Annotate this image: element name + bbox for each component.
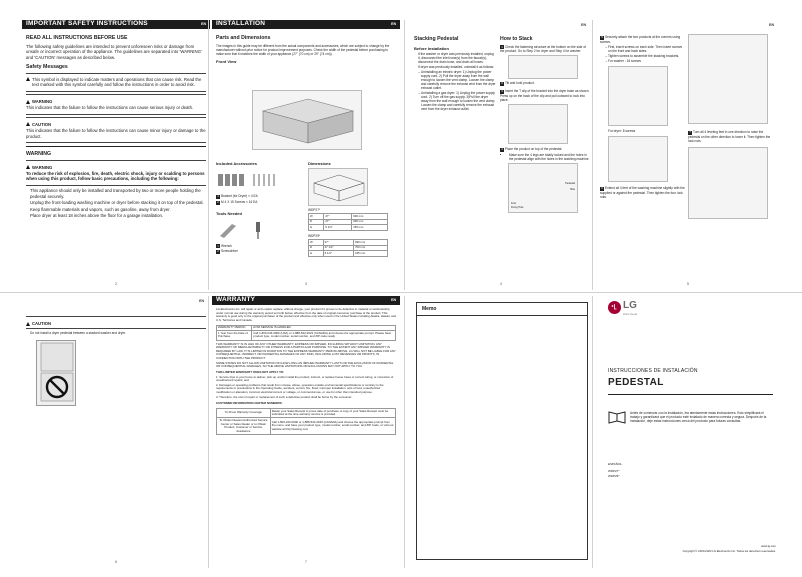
read-all-heading: READ ALL INSTRUCTIONS BEFORE USE bbox=[26, 35, 128, 41]
warning-triangle-icon bbox=[26, 100, 30, 104]
table-row: To Prove Warranty Coverage Retain your Sales Receipt to prove date of purchase. A copy of your Sales Receipt must be submitted at the time warranty service is provided. bbox=[217, 408, 396, 417]
step-4-image: Pedestal Hole Foot Fixing Hole bbox=[508, 163, 578, 213]
lang-code: EN bbox=[391, 298, 396, 303]
dimensions-table bbox=[308, 213, 388, 231]
list-item: – Uninstalling an electric dryer: 1) Unplug the power supply cord. 2) Pull the dryer away from the wall enough to loosen the vent clamp. Loosen the clamp and carefully remove the exhaust vent from the dryer exhaust outlet. bbox=[421, 70, 496, 90]
tool-item: 2 Screwdriver bbox=[217, 249, 238, 254]
warning-text: This indicates that the failure to follow the instructions can cause serious injury or death. bbox=[26, 105, 194, 111]
lang-code: EN bbox=[769, 23, 774, 27]
list-item: • Unplug the front-loading washing machine or dryer before stacking it on top of the pedestal. bbox=[30, 200, 206, 206]
step-2: 2 Tilt and hold product. bbox=[501, 81, 535, 86]
how-to-stack-heading: How to Stack bbox=[500, 36, 533, 42]
tools-image bbox=[216, 217, 306, 243]
step-1: 1 Check the fastening structure at the bottom on the side of the product. Go to Step 2 for dryer and Step 4 for washer. bbox=[500, 44, 586, 54]
table-row: W 27" 690 mm bbox=[309, 214, 388, 220]
list-item: 1. Service trips to your home to deliver, pick up, and/or install the product, instruct, or replace house fuses or correct wiring, or correction of unauthorized repairs; and bbox=[216, 374, 394, 383]
book-icon bbox=[608, 410, 626, 424]
warning-label: WARNING bbox=[32, 98, 53, 104]
caution-triangle-icon bbox=[26, 122, 30, 126]
accessory-item: 2 M 4 X 15 Screws × 16 EA bbox=[217, 199, 258, 204]
model-item: WDP29* bbox=[608, 473, 620, 478]
cic-table bbox=[216, 408, 396, 435]
page-caution bbox=[22, 296, 210, 568]
page-memo bbox=[410, 296, 592, 568]
warranty-disclaimer: THIS WARRANTY IS IN LIEU OF ANY OTHER WARRANTY, EXPRESS OR IMPLIED, INCLUDING WITHOUT LIMITATION, ANY WARRANTY OF MERCHANTABILITY OR FITNESS FOR A PARTICULAR PURPOSE. TO THE EXTENT ANY IMPLIED WARRANTY IS REQUIRED BY LAW, IT IS LIMITED IN DURATION TO THE EXPRESS WARRANTY PERIOD ABOVE. LG WILL NOT BE LIABLE FOR ANY CONSEQUENTIAL, INDIRECT, OR INCIDENTAL DAMAGES OF ANY KIND, INCLUDING LOST REVENUES OR PROFITS, IN CONNECTION WITH THE PRODUCT. bbox=[216, 341, 396, 361]
step-3: 3 Insert the T clip of the bracket into the dryer base as shown. Press up on the back of the clip and pull outward to lock into place. bbox=[500, 89, 590, 102]
section-header bbox=[22, 20, 210, 29]
table-row: H 6 1/4" 155 mm bbox=[309, 251, 388, 257]
page-safety-instructions bbox=[22, 20, 210, 290]
list-item: 2. Damages or operating problems that result from misuse, abuse, operation outside environmental specifications or contrary to the requirements or precautions in the Operating Guide, accident, vermin, fire, flood, improper installation, acts of God, unauthorized modification or alteration, incorrect electrical current or voltage, or commercial use, or use for other than intended purpose. bbox=[216, 382, 384, 395]
page-number: 5 bbox=[687, 281, 689, 286]
step-3-image bbox=[508, 104, 568, 144]
parts-heading: Parts and Dimensions bbox=[216, 35, 271, 41]
table-row: W 27" 690 mm bbox=[309, 240, 388, 246]
page-number: 6 bbox=[115, 559, 117, 564]
not-apply-heading: THIS LIMITED WARRANTY DOES NOT APPLY TO: bbox=[216, 369, 285, 374]
list-item: 3. Therefore, the cost of repair or replacement of such a defective product shall be borne by the consumer. bbox=[216, 394, 353, 399]
warning-bullet-list bbox=[26, 188, 206, 219]
header-title: INSTALLATION bbox=[216, 20, 266, 28]
tools-needed-heading: Tools Needed bbox=[216, 210, 242, 216]
included-accessories-heading: Included Accessories bbox=[216, 161, 257, 166]
language-label: ESPAÑOL bbox=[608, 462, 622, 466]
list-item: • Keep flammable materials and vapors, such as gasoline, away from dryer. bbox=[30, 207, 206, 213]
lang-code: EN bbox=[581, 23, 586, 27]
page-installation bbox=[212, 20, 400, 290]
warning-box bbox=[26, 160, 206, 186]
warranty-intro: LG Electronics Inc. will repair or at its option replace, without charge, your product if it proves to be defective in material or workmanship under normal use during the warranty period set forth below, effective from the date of original consumer purchase of the product. This warranty is good only to the original purchaser of the product and effective only when used in the United States including Alaska, Hawaii, and U.S. Territories and Canada. bbox=[216, 307, 396, 322]
table-row: H 6 1/4" 155 mm bbox=[309, 225, 388, 231]
warranty-state-note: SOME STATES DO NOT ALLOW LIMITATION ON HOW LONG AN IMPLIED WARRANTY LASTS OR THE EXCLUSION OF INCIDENTAL OR CONSEQUENTIAL DAMAGES, SO THE ABOVE LIMITATIONS OR EXCLUSIONS MAY NOT APPLY TO YOU. bbox=[216, 360, 394, 369]
warning-box-text: To reduce the risk of explosion, fire, death, electric shock, injury or scalding to persons when using this product, follow basic precautions, including the following: bbox=[26, 170, 205, 182]
step-7-image bbox=[688, 147, 768, 219]
step-5-notes: – First, insert screws on each side. Then insert screws on the front and back sides. – Tighten screws to assemble the stacking brackets. – For washer : 16 screws bbox=[600, 45, 686, 63]
copyright: Copyright © 2020-2022 LG Electronics Inc. Todos los derechos reservados. bbox=[682, 548, 776, 553]
page-number: 7 bbox=[305, 559, 307, 564]
uninstall-list bbox=[414, 70, 496, 111]
cover-notice: Antes de comenzar con la instalación, lea atentamente estas instrucciones. Esto simplificará el trabajo y garantizará que el producto esté instalado de manera correcta y segura. Después de la instalación, deje estas instrucciones cerca del producto para futuras consultas. bbox=[630, 411, 767, 423]
list-item: • Do not install a dryer pedestal between a stacked washer and dryer. bbox=[30, 331, 206, 335]
dryer-note: For dryer: 8 screws bbox=[608, 128, 636, 133]
do-not-stack-image bbox=[36, 340, 76, 406]
front-view-label: Front View bbox=[216, 58, 237, 64]
pedestal-front-view-image bbox=[252, 90, 362, 150]
logo-text: LG bbox=[623, 300, 637, 311]
list-item: • If dryer was previously installed, uninstall it as follows: bbox=[418, 65, 496, 69]
cover-subtitle: INSTRUCCIONES DE INSTALACIÓN bbox=[608, 368, 698, 374]
table-row: 1 Year from the Date of Purchase Call 1-800-243-0000 (USA) or 1-888-542-2623 (CANADA) and choose the appropriate prompt. Please have product type, model number, serial number, and ZIP code ready. bbox=[217, 331, 396, 340]
table-header-row: WARRANTY PERIOD HOW SERVICE IS HANDLED bbox=[217, 325, 396, 331]
list-item: • Place dryer at least 18 inches above the floor for a garage installation. bbox=[30, 213, 206, 219]
caution-text: This indicates that the failure to follow the instructions can cause minor injury or damage to the product. bbox=[26, 127, 206, 139]
page-number: 4 bbox=[500, 281, 502, 286]
step-5-dryer-image bbox=[608, 136, 668, 182]
page-stacking-continued bbox=[596, 20, 780, 290]
page-warranty bbox=[212, 296, 400, 568]
page-cover bbox=[596, 296, 780, 568]
safety-messages-heading: Safety Messages bbox=[26, 64, 68, 71]
step-7: 7 Turn all 4 leveling feet in one direction to raise the pedestal on the other direction to lower it. Then tighten the lock nuts. bbox=[688, 130, 771, 143]
lang-code: EN bbox=[201, 22, 206, 27]
dimensions-diagram bbox=[308, 168, 368, 206]
page-number: 2 bbox=[115, 281, 117, 286]
caution-triangle-icon bbox=[26, 322, 30, 326]
table-row: D 27" 690 mm bbox=[309, 219, 388, 225]
section-header bbox=[212, 296, 400, 305]
safety-symbol-box bbox=[26, 73, 206, 92]
list-item: – Uninstalling a gas dryer: 1) Unplug the power supply cord. 2) Turn off the gas supply. 3)Pull the dryer away from the wall enough to loosen the vent clamp. Loosen the clamp and carefully remove the exhaust vent from the dryer exhaust outlet. bbox=[421, 91, 496, 111]
step-4: 4 Place the product on top of the pedestal. bbox=[501, 146, 563, 151]
dimensions-heading: Dimensions bbox=[308, 161, 331, 166]
intro-text: The following safety guidelines are intended to prevent unforeseen risks or damage from unsafe or incorrect operation of the appliance. The guidelines are separated into 'WARNING' and 'CAUTION' messages as described below. bbox=[26, 43, 202, 60]
warning-triangle-icon bbox=[26, 77, 30, 81]
caution-definition-box bbox=[26, 117, 206, 143]
warranty-table bbox=[216, 325, 396, 341]
list-item: • This appliance should only be installed and transported by two or more people holding the pedestal securely. bbox=[30, 188, 206, 199]
accessory-item: 1 Bracket (for Dryer) × 4 EA bbox=[217, 194, 258, 198]
memo-title: Memo bbox=[417, 303, 587, 316]
cover-title: PEDESTAL bbox=[608, 377, 664, 389]
step-4-notes bbox=[500, 153, 590, 161]
lg-logo-icon bbox=[608, 301, 621, 314]
cic-heading: CUSTOMER INFORMATION CENTER NUMBERS: bbox=[216, 401, 283, 406]
header-title: WARRANTY bbox=[216, 296, 256, 304]
before-installation-heading: Before Installation bbox=[414, 45, 449, 51]
warning-triangle-icon bbox=[26, 165, 30, 169]
parts-text: The images in this guide may be different from the actual components and accessories, which are subject to change by the manufacturer without prior notice for product improvement purposes. Check the width of the pedestal before purchasing to make sure that it matches the width of your appliance (27" (70 cm) or 29" (74 cm)). bbox=[216, 43, 390, 56]
caution-label: CAUTION bbox=[32, 121, 52, 127]
warning-definition-box bbox=[26, 94, 206, 115]
warning-box-label: WARNING bbox=[32, 164, 53, 170]
table-row: D 27 1/4" 700 mm bbox=[309, 245, 388, 251]
step-7-top-image bbox=[688, 34, 768, 124]
lang-code: EN bbox=[391, 22, 396, 27]
list-item: • If the washer or dryer was previously installed, unplug it, disconnect the inlet hose(s) from the faucet(s), disconnect the drain hose, and drain all hoses. bbox=[418, 52, 496, 64]
lg-logo bbox=[608, 300, 637, 316]
step-6: 6 Extend all 4 feet of the washing machine slightly with the supplied or against the pedestal. Then tighten the four lock nuts. bbox=[600, 185, 685, 199]
section-header bbox=[212, 20, 400, 29]
lang-code: EN bbox=[199, 299, 204, 303]
step-5-washer-image bbox=[608, 66, 668, 126]
tool-item: 1 Wrench bbox=[217, 243, 232, 248]
header-title: IMPORTANT SAFETY INSTRUCTIONS bbox=[26, 20, 148, 28]
caution-list bbox=[26, 331, 206, 335]
memo-box bbox=[416, 302, 588, 560]
symbol-text: This symbol is displayed to indicate matters and operations that can cause risk. Read the text marked with this symbol carefully and follow the instructions in order to avoid risk. bbox=[32, 76, 202, 88]
model-label: WDP29* bbox=[308, 234, 321, 239]
step-1-image bbox=[508, 55, 578, 79]
accessories-image bbox=[216, 167, 306, 193]
website: www.lg.com bbox=[761, 544, 776, 549]
page-stacking bbox=[410, 20, 592, 290]
warning-section-heading: WARNING bbox=[26, 151, 52, 158]
before-list bbox=[414, 52, 496, 69]
caution-label: CAUTION bbox=[32, 321, 52, 326]
dimensions-table bbox=[308, 239, 388, 257]
caution-box bbox=[26, 316, 206, 329]
table-row: To Obtain Nearest Authorized Service Center or Sales Dealer or to Obtain Product, Customer or Service Assistance Call 1-800-243-0000 or 1-888-542-2623 (CANADA) and choose the appropriate prompt from the menu, and have your product type, model number, serial number, and ZIP Code, or visit our website at http://www.lg.com bbox=[217, 418, 396, 435]
tagline: Life's Good bbox=[623, 311, 638, 316]
model-label: WDP27* bbox=[308, 208, 321, 212]
step-5: 5 Securely attach the two products at the corners using screws. bbox=[600, 35, 681, 44]
list-item: • Make sure the 4 legs are totally locked and the holes in the pedestal align with the holes in the washing machine. bbox=[509, 153, 590, 161]
page-number: 3 bbox=[305, 281, 307, 286]
stacking-heading: Stacking Pedestal bbox=[414, 36, 459, 42]
model-item: WDP27* bbox=[608, 468, 620, 473]
